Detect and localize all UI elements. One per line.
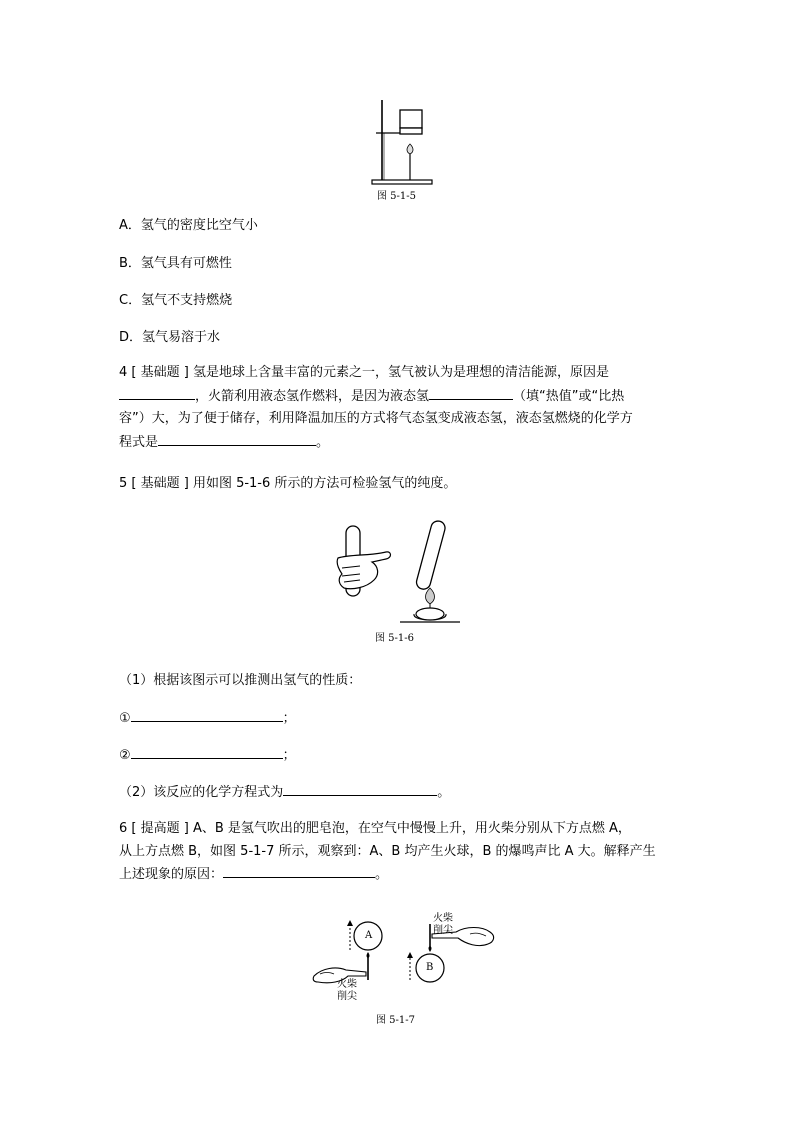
question-5-item-1 (119, 707, 296, 730)
circled-number: ② (119, 748, 131, 763)
option-c: C．氢气不支持燃烧 (119, 293, 233, 308)
question-6 (119, 818, 679, 887)
question-6-text: 。 (375, 867, 389, 882)
answer-blank[interactable] (283, 781, 437, 796)
answer-blank[interactable] (223, 863, 375, 878)
question-5-text: 。 (437, 785, 451, 800)
figure-caption: 图 5-1-6 (375, 633, 415, 644)
match-label-line: 火柴 (433, 913, 453, 924)
answer-blank[interactable] (119, 385, 195, 400)
question-4-text: 程式是 (119, 434, 159, 450)
question-4-text: 。 (316, 434, 330, 450)
question-6-line-2: 从上方点燃 B，如图 5-1-7 所示，观察到：A、B 均产生火球，B 的爆鸣声比 A 大。解释产生 (119, 843, 656, 859)
question-5-text: ； (282, 748, 296, 763)
match-label-line: 削尖 (433, 925, 453, 936)
question-5-part-1: （1）根据该图示可以推测出氢气的性质： (119, 673, 362, 688)
match-label-line: 削尖 (337, 991, 357, 1002)
question-5-stem: 5 [ 基础题 ] 用如图 5-1-6 所示的方法可检验氢气的纯度。 (119, 476, 457, 491)
figure-5-1-6-apparatus (334, 518, 462, 628)
question-6-line-1: 6 [ 提高题 ] A、B 是氢气吹出的肥皂泡，在空气中慢慢上升，用火柴分别从下方点燃 A， (119, 821, 631, 836)
option-b: B．氢气具有可燃性 (119, 256, 232, 271)
question-5-part-2 (119, 781, 450, 804)
question-4 (119, 362, 679, 454)
answer-blank[interactable] (131, 707, 283, 722)
question-6-line-3 (119, 863, 679, 887)
answer-blank[interactable] (131, 744, 283, 759)
bubble-b-label: B (426, 962, 434, 973)
question-5-text: （2）该反应的化学方程式为 (119, 785, 284, 800)
figure-caption: 图 5-1-7 (376, 1015, 416, 1026)
question-5-item-2 (119, 744, 296, 767)
match-label-bottom (337, 979, 357, 1003)
option-d: D．氢气易溶于水 (119, 330, 221, 345)
question-4-line-2 (119, 385, 679, 409)
match-label-line: 火柴 (337, 979, 357, 990)
bubble-a-label: A (365, 930, 373, 941)
figure-caption: 图 5-1-5 (377, 191, 417, 202)
question-4-line-3: 容”）大，为了便于储存，利用降温加压的方式将气态氢变成液态氢，液态氢燃烧的化学方 (119, 411, 633, 426)
question-5-text: ； (282, 711, 296, 726)
match-label-top (433, 913, 453, 937)
figure-5-1-7-apparatus (306, 910, 502, 1010)
answer-blank[interactable] (429, 385, 513, 400)
question-4-text: （填“热值”或“比热 (513, 388, 625, 404)
option-a: A．氢气的密度比空气小 (119, 218, 258, 233)
question-4-line-4 (119, 431, 679, 455)
answer-blank[interactable] (158, 431, 316, 446)
question-4-text: ，火箭利用液态氢作燃料，是因为液态氢 (195, 388, 430, 404)
question-6-text: 上述现象的原因： (119, 867, 224, 882)
figure-5-1-5-apparatus (368, 96, 438, 188)
question-4-line-1: 4 [ 基础题 ] 氢是地球上含量丰富的元素之一，氢气被认为是理想的清洁能源，原因是 (119, 365, 609, 380)
circled-number: ① (119, 711, 131, 726)
